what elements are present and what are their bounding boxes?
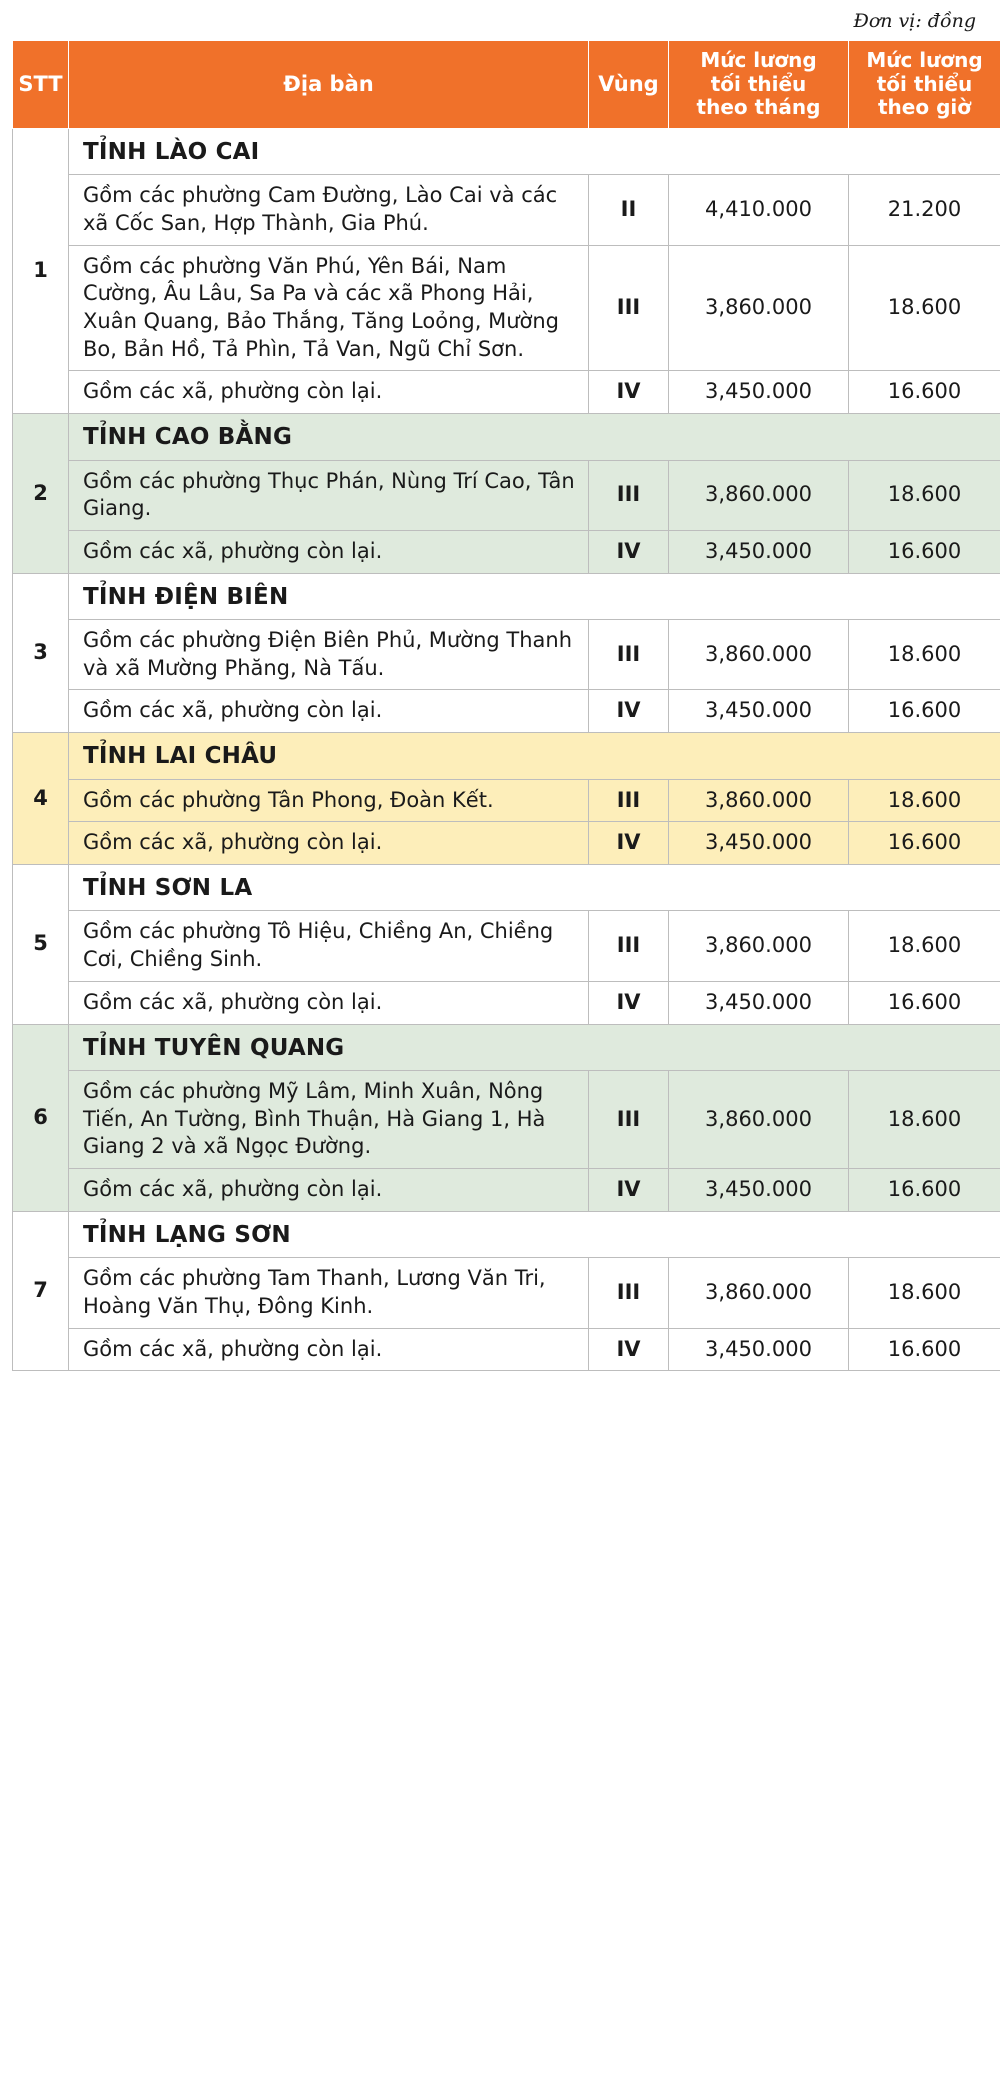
area-description-cell: Gồm các xã, phường còn lại.: [69, 1169, 589, 1212]
region-cell: III: [589, 779, 669, 822]
table-row: [13, 371, 1000, 414]
area-description-cell: Gồm các phường Thục Phán, Nùng Trí Cao, Tân Giang.: [69, 460, 589, 530]
row-index-cell: 5: [13, 865, 69, 1025]
table-row: [13, 414, 1000, 460]
region-cell: IV: [589, 371, 669, 414]
area-description-cell: Gồm các phường Mỹ Lâm, Minh Xuân, Nông Tiến, An Tường, Bình Thuận, Hà Giang 1, Hà Giang 2 và xã Ngọc Đường.: [69, 1070, 589, 1168]
table-row: [13, 822, 1000, 865]
region-cell: IV: [589, 1328, 669, 1371]
monthly-wage-cell: 3,450.000: [669, 530, 849, 573]
hourly-wage-cell: 16.600: [849, 371, 1000, 414]
column-header-monthly-wage-line2: tối thiểu: [710, 71, 807, 96]
hourly-wage-cell: 18.600: [849, 245, 1000, 371]
table-row: [13, 1328, 1000, 1371]
province-name-cell: TỈNH SƠN LA: [69, 865, 1000, 911]
hourly-wage-cell: 18.600: [849, 1258, 1000, 1328]
area-description-cell: Gồm các xã, phường còn lại.: [69, 1328, 589, 1371]
hourly-wage-cell: 16.600: [849, 1328, 1000, 1371]
province-name-cell: TỈNH LAI CHÂU: [69, 733, 1000, 779]
monthly-wage-cell: 3,450.000: [669, 1328, 849, 1371]
region-cell: III: [589, 911, 669, 981]
hourly-wage-cell: 18.600: [849, 911, 1000, 981]
monthly-wage-cell: 3,860.000: [669, 460, 849, 530]
area-description-cell: Gồm các xã, phường còn lại.: [69, 371, 589, 414]
region-cell: IV: [589, 1169, 669, 1212]
region-cell: IV: [589, 530, 669, 573]
column-header-hourly-wage-line3: theo giờ: [878, 95, 971, 120]
table-row: [13, 779, 1000, 822]
monthly-wage-cell: 3,860.000: [669, 1070, 849, 1168]
region-cell: III: [589, 620, 669, 690]
region-cell: II: [589, 175, 669, 245]
province-name-cell: TỈNH LẠNG SƠN: [69, 1211, 1000, 1257]
column-header-monthly-wage-line3: theo tháng: [696, 95, 821, 120]
table-header-row: [13, 41, 1000, 129]
monthly-wage-cell: 3,860.000: [669, 779, 849, 822]
column-header-hourly-wage: [849, 41, 1000, 129]
table-row: [13, 981, 1000, 1024]
table-row: [13, 530, 1000, 573]
table-row: [13, 690, 1000, 733]
row-index-cell: 2: [13, 414, 69, 574]
table-row: [13, 175, 1000, 245]
table-row: [13, 1070, 1000, 1168]
table-header: [13, 41, 1000, 129]
area-description-cell: Gồm các phường Cam Đường, Lào Cai và các xã Cốc San, Hợp Thành, Gia Phú.: [69, 175, 589, 245]
unit-note: Đơn vị: đồng: [853, 10, 976, 32]
area-description-cell: Gồm các phường Tam Thanh, Lương Văn Tri, Hoàng Văn Thụ, Đông Kinh.: [69, 1258, 589, 1328]
table-row: [13, 1169, 1000, 1212]
table-row: [13, 128, 1000, 174]
hourly-wage-cell: 18.600: [849, 460, 1000, 530]
monthly-wage-cell: 3,450.000: [669, 822, 849, 865]
monthly-wage-cell: 3,860.000: [669, 620, 849, 690]
minimum-wage-table: [12, 40, 1000, 1371]
area-description-cell: Gồm các phường Văn Phú, Yên Bái, Nam Cường, Âu Lâu, Sa Pa và các xã Phong Hải, Xuân Quang, Bảo Thắng, Tăng Loỏng, Mường Bo, Bản Hồ, Tả Phìn, Tả Van, Ngũ Chỉ Sơn.: [69, 245, 589, 371]
monthly-wage-cell: 4,410.000: [669, 175, 849, 245]
table-row: [13, 460, 1000, 530]
table-row: [13, 1258, 1000, 1328]
column-header-stt: STT: [13, 41, 69, 129]
hourly-wage-cell: 18.600: [849, 1070, 1000, 1168]
hourly-wage-cell: 16.600: [849, 1169, 1000, 1212]
monthly-wage-cell: 3,450.000: [669, 690, 849, 733]
area-description-cell: Gồm các phường Điện Biên Phủ, Mường Thanh và xã Mường Phăng, Nà Tấu.: [69, 620, 589, 690]
hourly-wage-cell: 16.600: [849, 822, 1000, 865]
row-index-cell: 3: [13, 573, 69, 733]
hourly-wage-cell: 18.600: [849, 779, 1000, 822]
row-index-cell: 7: [13, 1211, 69, 1371]
region-cell: IV: [589, 981, 669, 1024]
table-row: [13, 911, 1000, 981]
region-cell: IV: [589, 690, 669, 733]
area-description-cell: Gồm các phường Tân Phong, Đoàn Kết.: [69, 779, 589, 822]
hourly-wage-cell: 16.600: [849, 530, 1000, 573]
hourly-wage-cell: 16.600: [849, 981, 1000, 1024]
region-cell: III: [589, 1258, 669, 1328]
area-description-cell: Gồm các xã, phường còn lại.: [69, 981, 589, 1024]
region-cell: IV: [589, 822, 669, 865]
region-cell: III: [589, 1070, 669, 1168]
region-cell: III: [589, 245, 669, 371]
area-description-cell: Gồm các xã, phường còn lại.: [69, 690, 589, 733]
column-header-area: Địa bàn: [69, 41, 589, 129]
hourly-wage-cell: 21.200: [849, 175, 1000, 245]
hourly-wage-cell: 16.600: [849, 690, 1000, 733]
table-row: [13, 573, 1000, 619]
monthly-wage-cell: 3,860.000: [669, 911, 849, 981]
province-name-cell: TỈNH LÀO CAI: [69, 128, 1000, 174]
row-index-cell: 4: [13, 733, 69, 865]
monthly-wage-cell: 3,450.000: [669, 981, 849, 1024]
table-row: [13, 865, 1000, 911]
monthly-wage-cell: 3,450.000: [669, 1169, 849, 1212]
column-header-region: Vùng: [589, 41, 669, 129]
monthly-wage-cell: 3,860.000: [669, 245, 849, 371]
table-row: [13, 1211, 1000, 1257]
province-name-cell: TỈNH TUYÊN QUANG: [69, 1024, 1000, 1070]
table-body: [13, 128, 1000, 1370]
row-index-cell: 6: [13, 1024, 69, 1211]
table-row: [13, 620, 1000, 690]
province-name-cell: TỈNH CAO BẰNG: [69, 414, 1000, 460]
area-description-cell: Gồm các xã, phường còn lại.: [69, 822, 589, 865]
region-cell: III: [589, 460, 669, 530]
monthly-wage-cell: 3,860.000: [669, 1258, 849, 1328]
row-index-cell: 1: [13, 128, 69, 413]
area-description-cell: Gồm các xã, phường còn lại.: [69, 530, 589, 573]
area-description-cell: Gồm các phường Tô Hiệu, Chiềng An, Chiềng Cơi, Chiềng Sinh.: [69, 911, 589, 981]
monthly-wage-cell: 3,450.000: [669, 371, 849, 414]
column-header-monthly-wage: [669, 41, 849, 129]
province-name-cell: TỈNH ĐIỆN BIÊN: [69, 573, 1000, 619]
table-row: [13, 1024, 1000, 1070]
table-row: [13, 245, 1000, 371]
table-row: [13, 733, 1000, 779]
column-header-monthly-wage-line1: Mức lương: [700, 48, 817, 72]
hourly-wage-cell: 18.600: [849, 620, 1000, 690]
column-header-hourly-wage-line1: Mức lương: [866, 48, 983, 72]
column-header-hourly-wage-line2: tối thiểu: [876, 71, 973, 96]
